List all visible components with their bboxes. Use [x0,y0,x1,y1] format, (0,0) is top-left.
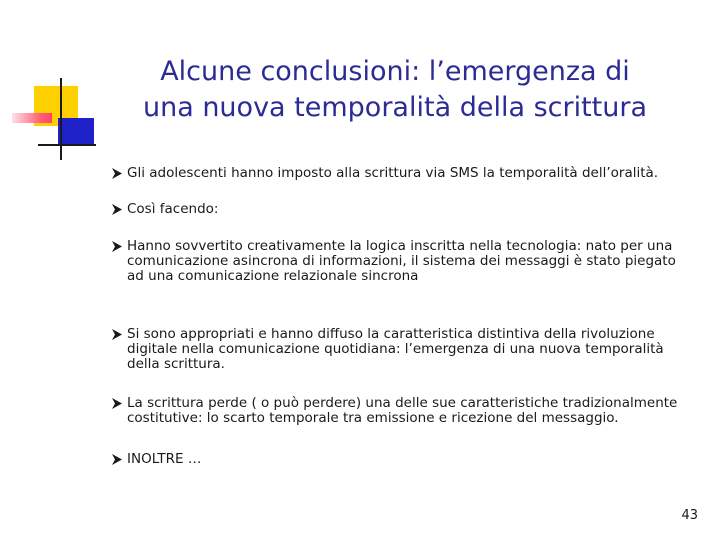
slide-title [90,54,700,126]
logo-vertical-line [60,78,62,160]
page-number: 43 [681,508,698,523]
bullet-text: La scrittura perde ( o può perdere) una delle sue caratteristiche tradizionalmente costitutive: lo scarto temporale tra emissione e ricezione del messaggio. [127,395,678,426]
arrowhead-bullet-icon [112,398,122,409]
arrowhead-bullet-icon [112,454,122,465]
bullet-text: Così facendo: [127,201,219,217]
corner-logo-decoration [0,0,100,170]
slide-title-line-1: Alcune conclusioni: l’emergenza di [160,56,630,87]
bullet-text: Si sono appropriati e hanno diffuso la caratteristica distintiva della rivoluzione digitale nella comunicazione quotidiana: l’emergenza di una nuova temporalità della scrittura. [127,326,664,372]
arrowhead-bullet-icon [112,204,122,215]
logo-red-bar [12,113,52,123]
logo-blue-square [58,118,94,146]
slide-title-line-2: una nuova temporalità della scrittura [142,92,648,123]
bullet-text: Hanno sovvertito creativamente la logica inscritta nella tecnologia: nato per una comunicazione asincrona di informazioni, il sistema dei messaggi è stato piegato ad una comunicazione relazionale sincrona [127,238,676,284]
logo-horizontal-line [38,144,96,146]
arrowhead-bullet-icon [112,168,122,179]
bullet-text: INOLTRE … [127,451,202,467]
arrowhead-bullet-icon [112,329,122,340]
arrowhead-bullet-icon [112,241,122,252]
bullet-text: Gli adolescenti hanno imposto alla scrittura via SMS la temporalità dell’oralità. [127,165,659,181]
